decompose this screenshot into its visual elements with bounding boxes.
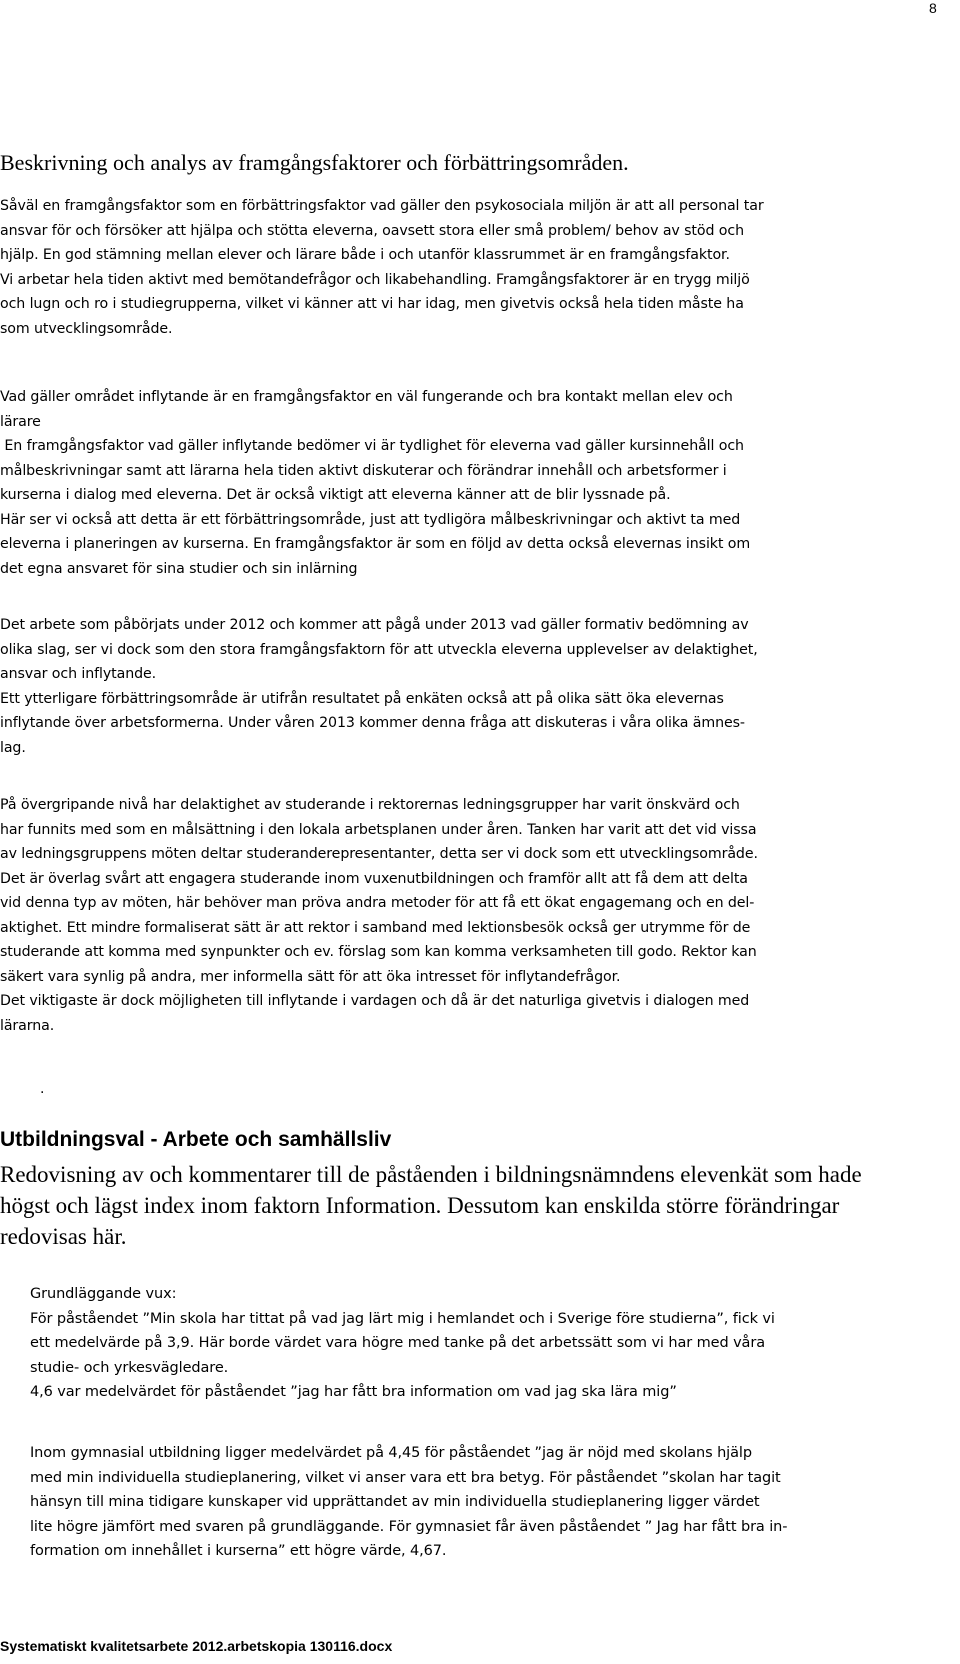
paragraph-line: säkert vara synlig på andra, mer informella sätt för att öka intresset för inflytandefrågor. [0,968,621,985]
paragraph-line: Grundläggande vux: [30,1286,177,1302]
intro-line: Redovisning av och kommentarer till de påståenden i bildningsnämndens elevenkät som hade [0,1162,862,1187]
paragraph-line: Ett ytterligare förbättringsområde är utifrån resultatet på enkäten också att på olika sätt öka elevernas [0,690,724,707]
paragraph-line: ett medelvärde på 3,9. Här borde värdet vara högre med tanke på det arbetssätt som vi har med våra [30,1335,765,1351]
gymnasial-block [30,1441,787,1564]
paragraph-line: har funnits med som en målsättning i den lokala arbetsplanen under åren. Tanken har varit att det vid vissa [0,821,757,838]
paragraph-line: aktighet. Ett mindre formaliserat sätt är att rektor i samband med lektionsbesök också ger utrymme för de [0,919,751,936]
paragraph-line: lärare [0,413,41,430]
grundlaggande-vux-block [30,1282,775,1405]
paragraph-line: En framgångsfaktor vad gäller inflytande bedömer vi är tydlighet för eleverna vad gäller kursinnehåll och [0,438,744,454]
paragraph-line: 4,6 var medelvärdet för påståendet ”jag har fått bra information om vad jag ska lära mig” [30,1384,677,1400]
paragraph-line: det egna ansvaret för sina studier och sin inlärning [0,560,358,577]
paragraph-line: ansvar och inflytande. [0,666,157,682]
paragraph-line: Inom gymnasial utbildning ligger medelvärdet på 4,45 för påståendet ”jag är nöjd med skolans hjälp [30,1445,752,1461]
paragraph-formativ-bedomning [0,613,758,760]
paragraph-line: ansvar för och försöker att hjälpa och stötta eleverna, oavsett stora eller små problem/ behov av stöd och [0,222,744,239]
paragraph-line: studerande att komma med synpunkter och ev. förslag som kan komma verksamheten till godo. Rektor kan [0,944,757,960]
page-footer: Systematiskt kvalitetsarbete 2012.arbetskopia 130116.docx [0,1638,393,1654]
paragraph-line: Det arbete som påbörjats under 2012 och kommer att pågå under 2013 vad gäller formativ bedömning av [0,617,749,633]
section-heading: Beskrivning och analys av framgångsfaktorer och förbättringsområden. [0,150,629,175]
separator-dot: . [40,1081,45,1097]
paragraph-inflytande [0,385,750,581]
paragraph-delaktighet [0,793,758,1038]
paragraph-line: hjälp. En god stämning mellan elever och lärare både i och utanför klassrummet är en framgångsfaktor. [0,247,730,263]
paragraph-line: Vad gäller området inflytande är en framgångsfaktor en väl fungerande och bra kontakt mellan elev och [0,389,733,405]
paragraph-line: För påståendet ”Min skola har tittat på vad jag lärt mig i hemlandet och i Sverige före studierna”, fick vi [30,1310,775,1327]
paragraph-line: med min individuella studieplanering, vilket vi anser vara ett bra betyg. För påståendet ”skolan har tagit [30,1469,781,1486]
paragraph-line: lag. [0,739,26,756]
section2-intro [0,1159,862,1252]
intro-line: redovisas här. [0,1224,127,1249]
paragraph-line: målbeskrivningar samt att lärarna hela tiden aktivt diskuterar och förändrar innehåll och arbetsformer i [0,462,727,479]
paragraph-line: lärarna. [0,1017,55,1034]
paragraph-line: olika slag, ser vi dock som den stora framgångsfaktorn för att utveckla eleverna upplevelser av delaktighet, [0,641,758,658]
paragraph-line: På övergripande nivå har delaktighet av studerande i rektorernas ledningsgrupper har varit önskvärd och [0,797,740,813]
paragraph-line: hänsyn till mina tidigare kunskaper vid upprättandet av min individuella studieplanering ligger värdet [30,1494,760,1510]
intro-line: högst och lägst index inom faktorn Information. Dessutom kan enskilda större förändringar [0,1193,840,1218]
paragraph-line: Det är överlag svårt att engagera studerande inom vuxenutbildningen och framför allt att få dem att delta [0,870,748,887]
paragraph-line: lite högre jämfört med svaren på grundläggande. För gymnasiet får även påståendet ” Jag har fått bra in- [30,1518,788,1535]
paragraph-psykosocial-miljo [0,194,764,341]
paragraph-line: vid denna typ av möten, här behöver man pröva andra metoder för att få ett ökat engagemang och en del- [0,895,755,911]
paragraph-line: eleverna i planeringen av kurserna. En framgångsfaktor är som en följd av detta också elevernas insikt om [0,536,751,552]
paragraph-line: formation om innehållet i kurserna” ett högre värde, 4,67. [30,1543,447,1559]
page-number: 8 [929,0,937,16]
section2-heading: Utbildningsval - Arbete och samhällsliv [0,1128,392,1151]
paragraph-line: studie- och yrkesvägledare. [30,1359,229,1376]
paragraph-line: av ledningsgruppens möten deltar studeranderepresentanter, detta ser vi dock som ett utvecklingsområde. [0,846,758,862]
paragraph-line: Såväl en framgångsfaktor som en förbättringsfaktor vad gäller den psykosociala miljön är att all personal tar [0,198,764,214]
paragraph-line: och lugn och ro i studiegrupperna, vilket vi känner att vi har idag, men givetvis också hela tiden måste ha [0,296,744,312]
paragraph-line: inflytande över arbetsformerna. Under våren 2013 kommer denna fråga att diskuteras i våra olika ämnes- [0,715,745,731]
paragraph-line: som utvecklingsområde. [0,320,173,337]
paragraph-line: Vi arbetar hela tiden aktivt med bemötandefrågor och likabehandling. Framgångsfaktorer är en trygg miljö [0,271,750,288]
paragraph-line: Det viktigaste är dock möjligheten till inflytande i vardagen och då är det naturliga givetvis i dialogen med [0,993,750,1009]
paragraph-line: kurserna i dialog med eleverna. Det är också viktigt att eleverna känner att de blir lyssnade på. [0,487,671,503]
paragraph-line: Här ser vi också att detta är ett förbättringsområde, just att tydligöra målbeskrivningar och aktivt ta med [0,511,741,528]
